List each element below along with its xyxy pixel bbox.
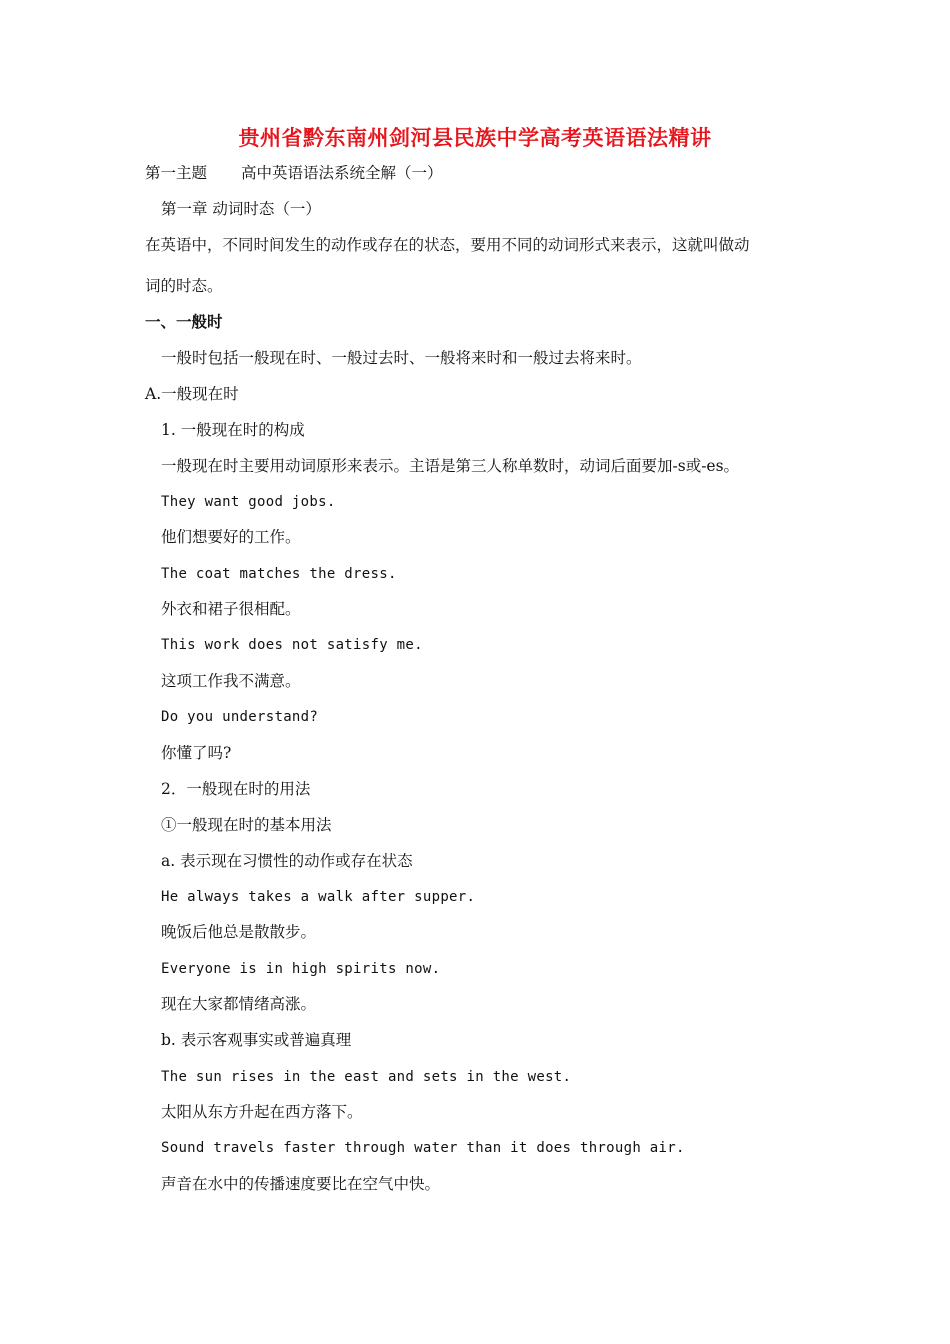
section-description: 一般时包括一般现在时、一般过去时、一般将来时和一般过去将来时。 (161, 349, 642, 367)
example-english: This work does not satisfy me. (161, 637, 423, 653)
example-english: Do you understand? (161, 709, 319, 725)
example-chinese: 外衣和裙子很相配。 (161, 600, 301, 618)
example-english: Everyone is in high spirits now. (161, 961, 441, 977)
theme-name: 高中英语语法系统全解（一） (241, 164, 443, 182)
item-heading-usage: 2．一般现在时的用法 (161, 780, 311, 798)
formation-description: 一般现在时主要用动词原形来表示。主语是第三人称单数时，动词后面要加-s或-es。 (161, 457, 740, 475)
item-heading-formation: 1. 一般现在时的构成 (161, 421, 305, 439)
example-english: He always takes a walk after supper. (161, 889, 476, 905)
example-english: The coat matches the dress. (161, 566, 397, 582)
example-chinese: 这项工作我不满意。 (161, 672, 301, 690)
example-chinese: 现在大家都情绪高涨。 (161, 995, 317, 1013)
section-heading-simple-tense: 一、一般时 (145, 312, 223, 331)
example-english: The sun rises in the east and sets in the west. (161, 1069, 572, 1085)
intro-paragraph-line2: 词的时态。 (145, 277, 223, 295)
intro-paragraph-line1: 在英语中，不同时间发生的动作或存在的状态，要用不同的动词形式来表示，这就叫做动 (145, 236, 750, 254)
usage-basic-heading: ①一般现在时的基本用法 (161, 816, 332, 834)
example-chinese: 晚饭后他总是散散步。 (161, 923, 317, 941)
chapter-heading: 第一章 动词时态（一） (161, 200, 321, 218)
example-chinese: 声音在水中的传播速度要比在空气中快。 (161, 1175, 441, 1193)
subsection-heading-simple-present: A.一般现在时 (145, 385, 239, 403)
example-chinese: 他们想要好的工作。 (161, 528, 301, 546)
theme-line (145, 163, 443, 183)
theme-label: 第一主题 (145, 164, 208, 182)
example-chinese: 太阳从东方升起在西方落下。 (161, 1103, 363, 1121)
example-chinese: 你懂了吗? (161, 744, 232, 762)
usage-b-heading: b. 表示客观事实或普遍真理 (161, 1031, 352, 1049)
example-english: Sound travels faster through water than it does through air. (161, 1140, 685, 1156)
usage-a-heading: a. 表示现在习惯性的动作或存在状态 (161, 852, 413, 870)
example-english: They want good jobs. (161, 494, 336, 510)
document-title: 贵州省黔东南州剑河县民族中学高考英语语法精讲 (238, 125, 712, 150)
